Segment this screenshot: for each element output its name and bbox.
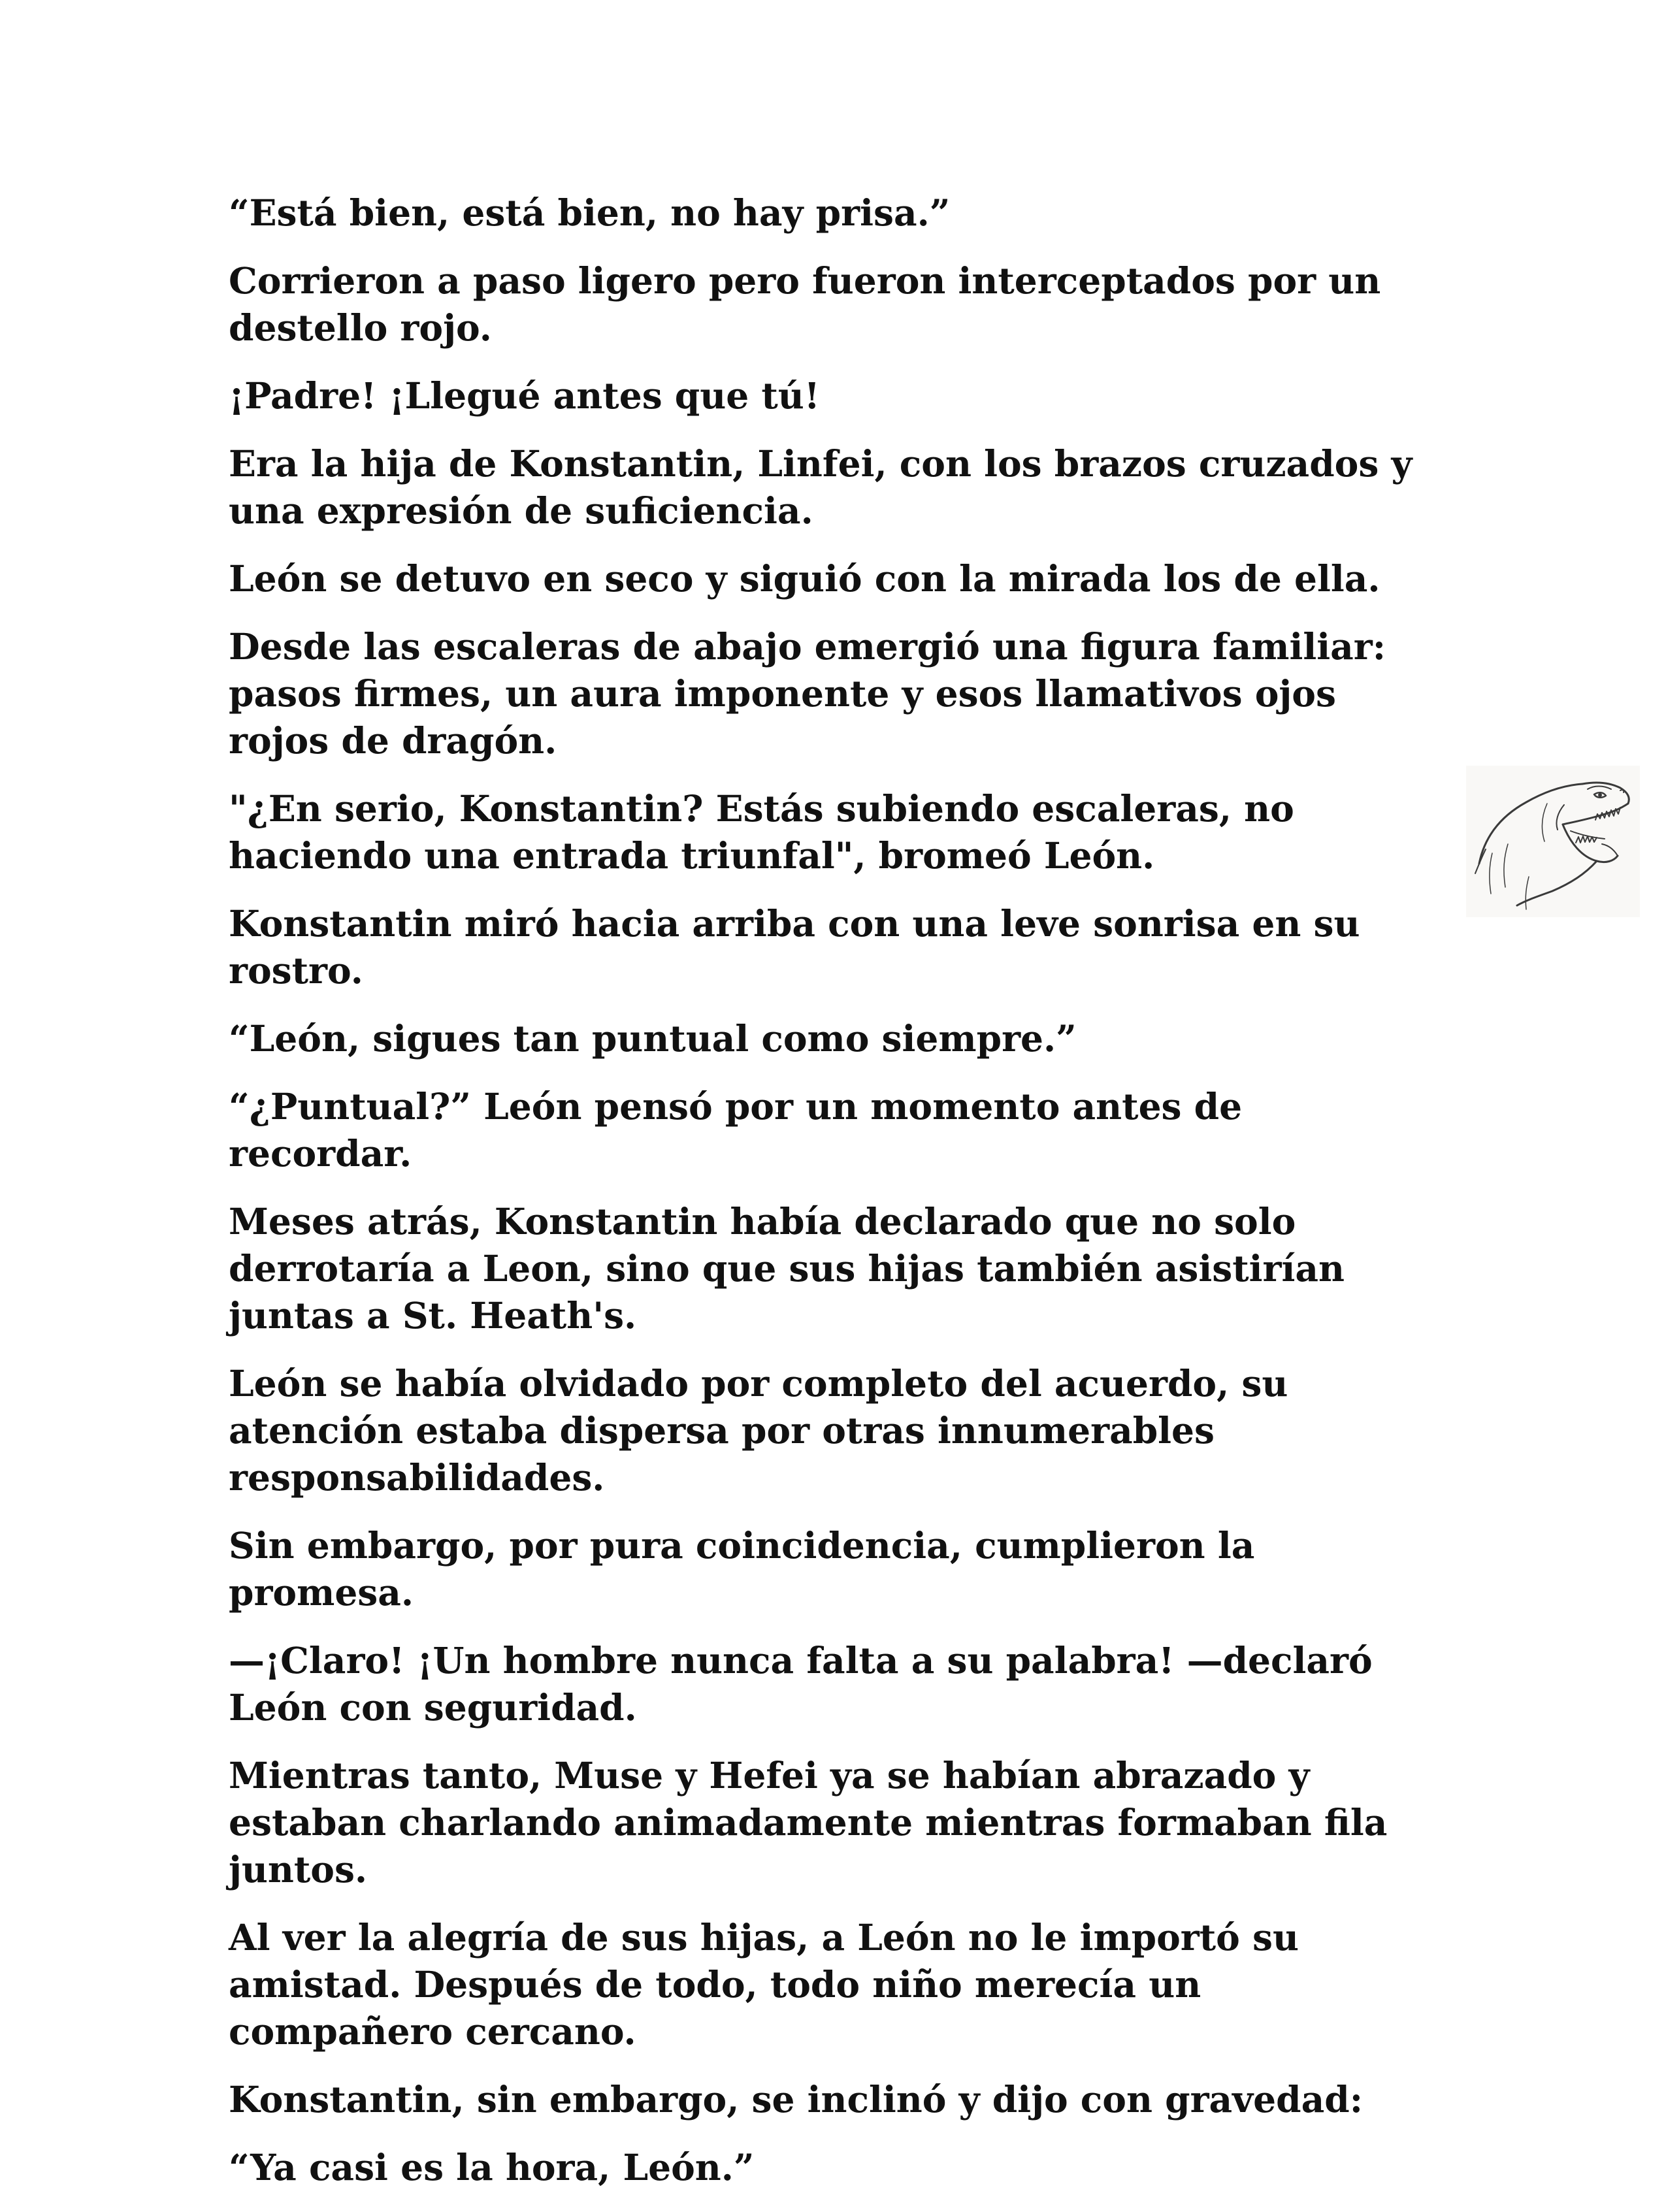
- paragraph: Sin embargo, por pura coincidencia, cumplieron la promesa.: [229, 1524, 1255, 1614]
- paragraph: León se detuvo en seco y siguió con la mirada los de ella.: [229, 557, 1380, 600]
- paragraph: Corrieron a paso ligero pero fueron interceptados por un destello rojo.: [229, 259, 1381, 349]
- paragraph: Desde las escaleras de abajo emergió una figura familiar: pasos firmes, un aura imponente y esos llamativos ojos rojos de dragón.: [229, 625, 1386, 762]
- paragraph: Al ver la alegría de sus hijas, a León no le importó su amistad. Después de todo, todo niño merecía un compañero cercano.: [229, 1916, 1299, 2053]
- paragraph: León se había olvidado por completo del acuerdo, su atención estaba dispersa por otras innumerables responsabilidades.: [229, 1362, 1288, 1499]
- paragraph: Era la hija de Konstantin, Linfei, con los brazos cruzados y una expresión de suficiencia.: [229, 442, 1413, 532]
- paragraph: Konstantin miró hacia arriba con una leve sonrisa en su rostro.: [229, 902, 1360, 992]
- paragraph: “Ya casi es la hora, León.”: [229, 2146, 755, 2188]
- paragraph: “¿Puntual?” León pensó por un momento antes de recordar.: [229, 1085, 1243, 1175]
- paragraph: Konstantin, sin embargo, se inclinó y dijo con gravedad:: [229, 2078, 1363, 2121]
- dinosaur-sketch-icon: [1466, 766, 1640, 917]
- paragraph: "¿En serio, Konstantin? Estás subiendo escaleras, no haciendo una entrada triunfal", bromeó León.: [229, 787, 1294, 877]
- paragraph: “León, sigues tan puntual como siempre.”: [229, 1017, 1077, 1060]
- paragraph: —¡Claro! ¡Un hombre nunca falta a su palabra! —declaró León con seguridad.: [229, 1639, 1373, 1729]
- paragraph: Meses atrás, Konstantin había declarado que no solo derrotaría a Leon, sino que sus hijas también asistirían juntas a St. Heath's.: [229, 1200, 1345, 1337]
- story-text: [229, 189, 1424, 2212]
- paragraph: “Está bien, está bien, no hay prisa.”: [229, 191, 951, 234]
- paragraph: ¡Padre! ¡Llegué antes que tú!: [229, 374, 820, 417]
- paragraph: Mientras tanto, Muse y Hefei ya se habían abrazado y estaban charlando animadamente mientras formaban fila juntos.: [229, 1754, 1388, 1891]
